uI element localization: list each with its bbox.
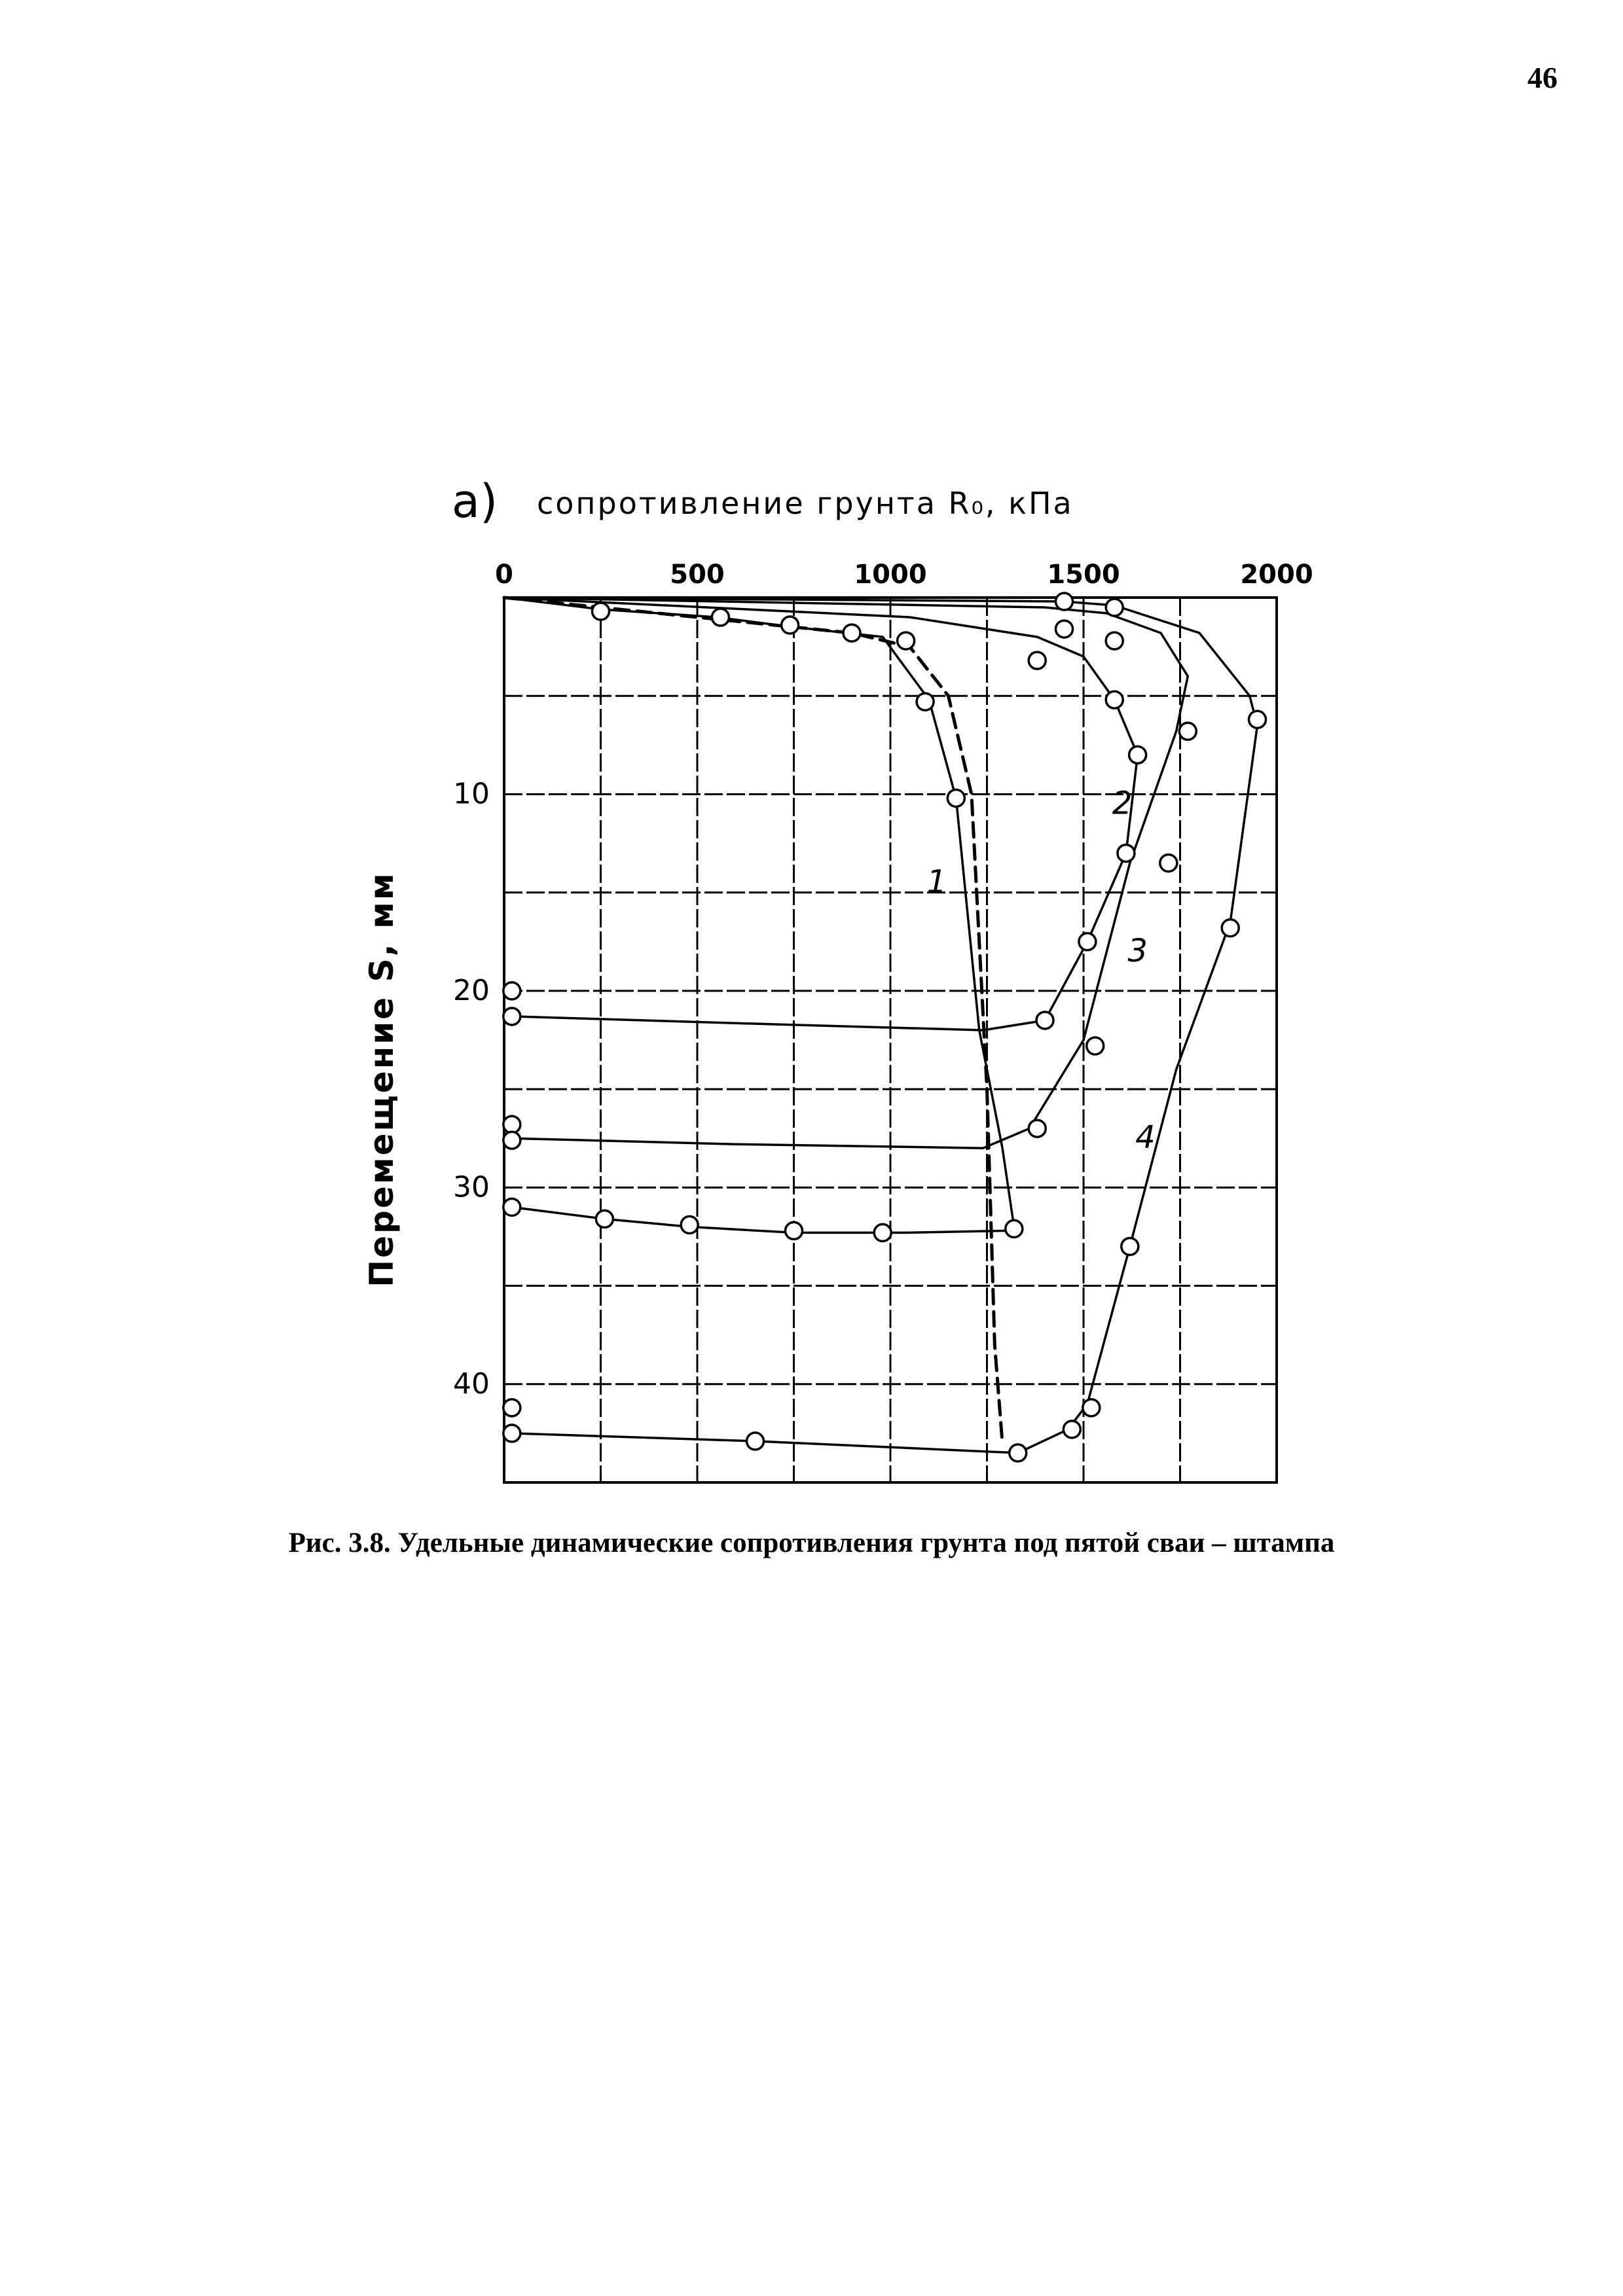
data-point-marker [1029, 1120, 1046, 1137]
y-tick-label: 20 [453, 973, 490, 1007]
data-point-marker [1222, 920, 1239, 937]
curve-label-2: 2 [1112, 785, 1133, 822]
y-tick-label: 10 [453, 777, 490, 811]
data-point-marker [1106, 632, 1123, 649]
data-point-marker [1063, 1421, 1080, 1438]
data-point-marker [1029, 652, 1046, 669]
data-point-marker [843, 624, 860, 641]
series-line-3 [504, 598, 1188, 1148]
data-point-marker [898, 632, 915, 649]
data-point-marker [1106, 691, 1123, 708]
data-point-marker [503, 1008, 520, 1025]
x-tick-label: 500 [670, 560, 725, 590]
data-point-marker [782, 617, 799, 634]
data-point-marker [1249, 711, 1266, 728]
x-tick-label: 0 [495, 560, 513, 590]
figure-caption: Рис. 3.8. Удельные динамические сопротивления грунта под пятой сваи – штампа [288, 1528, 1335, 1558]
series-line-1 [504, 598, 1014, 1232]
data-point-marker [1056, 620, 1073, 637]
data-point-marker [1079, 933, 1096, 950]
data-point-marker [503, 1132, 520, 1149]
data-point-marker [596, 1210, 613, 1227]
data-point-marker [503, 1425, 520, 1442]
x-tick-label: 1500 [1047, 560, 1120, 590]
data-point-marker [1106, 599, 1123, 616]
data-point-marker [1010, 1444, 1027, 1462]
series-line-1-dashed [504, 598, 1002, 1443]
data-point-marker [593, 603, 610, 620]
x-axis-title: сопротивление грунта R₀, кПа [537, 486, 1074, 521]
data-point-marker [917, 693, 934, 710]
data-point-marker [712, 609, 729, 626]
curve-label-1: 1 [926, 863, 947, 901]
curve-label-3: 3 [1127, 932, 1148, 969]
data-point-marker [874, 1224, 891, 1241]
data-point-marker [503, 982, 520, 999]
data-point-marker [1083, 1399, 1100, 1416]
data-point-marker [1036, 1012, 1053, 1029]
data-point-marker [786, 1222, 803, 1239]
curve-label-4: 4 [1135, 1119, 1156, 1157]
data-point-marker [503, 1399, 520, 1416]
data-point-marker [503, 1116, 520, 1133]
y-axis-title: Перемещение S, мм [363, 871, 401, 1287]
x-tick-label: 2000 [1240, 560, 1313, 590]
panel-label: а) [452, 475, 498, 528]
data-point-marker [681, 1216, 698, 1233]
data-point-marker [1006, 1220, 1023, 1237]
x-tick-label: 1000 [854, 560, 927, 590]
data-point-marker [747, 1433, 764, 1450]
data-point-marker [1160, 855, 1177, 872]
data-point-marker [947, 789, 964, 806]
series-line-4 [504, 598, 1258, 1453]
data-point-marker [1087, 1037, 1104, 1054]
data-point-marker [1122, 1238, 1139, 1255]
data-point-marker [1129, 746, 1146, 763]
data-point-marker [503, 1198, 520, 1215]
page-number: 46 [1527, 61, 1558, 94]
y-tick-label: 30 [453, 1170, 490, 1204]
data-point-marker [1118, 845, 1135, 862]
data-point-marker [1056, 593, 1073, 610]
y-tick-label: 40 [453, 1367, 490, 1401]
data-point-marker [1179, 723, 1196, 740]
